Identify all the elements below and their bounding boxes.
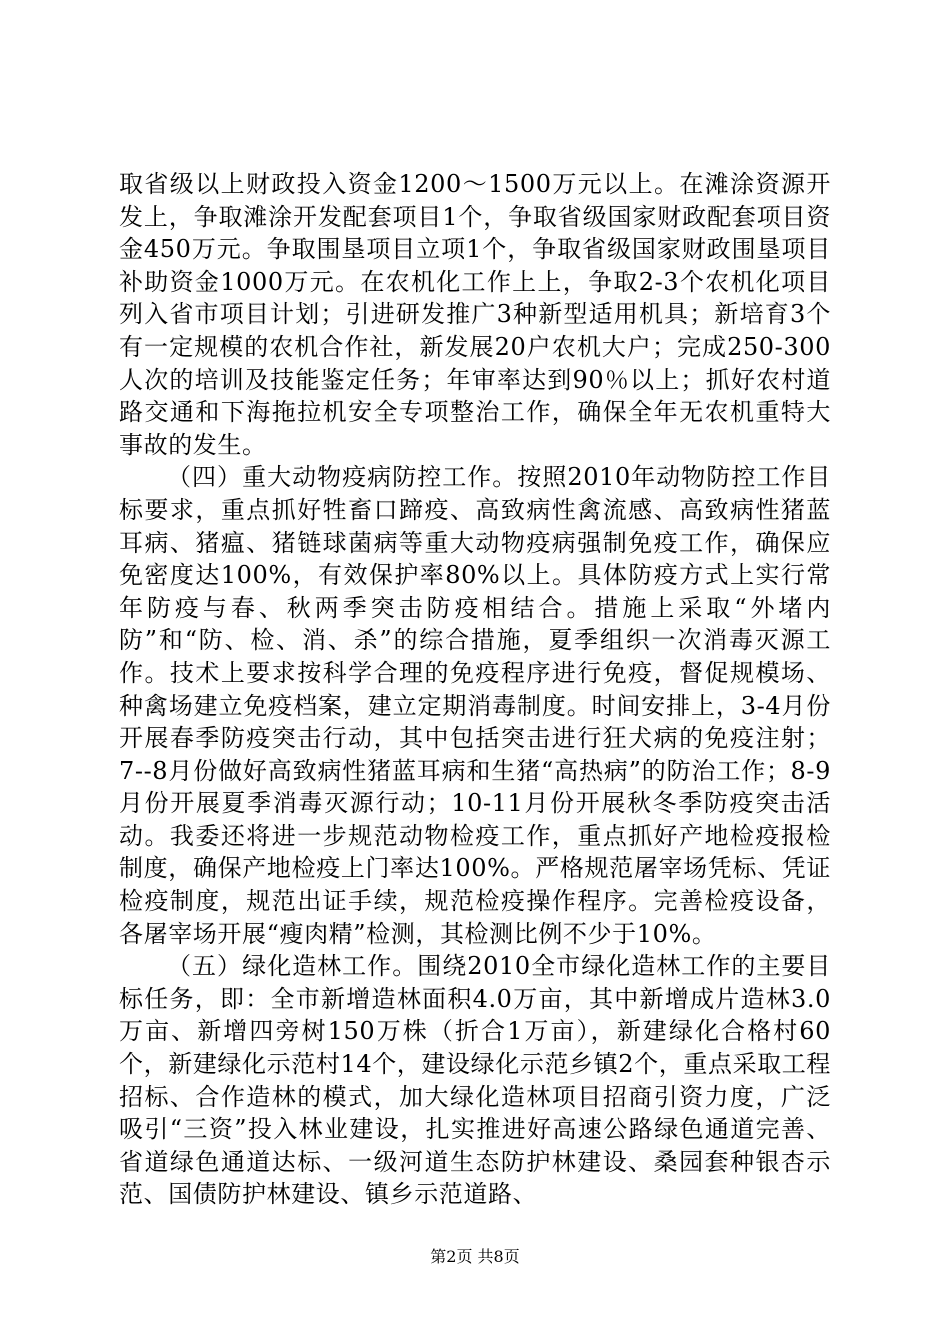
paragraph-2: （四）重大动物疫病防控工作。按照2010年动物防控工作目标要求，重点抓好牲畜口蹄疫、高致病性禽流感、高致病性猪蓝耳病、猪瘟、猪链球菌病等重大动物疫病强制免疫工作，确保应免密度达100%，有效保护率80%以上。具体防疫方式上实行常年防疫与春、秋两季突击防疫相结合。措施上采取“外堵内防”和“防、检、消、杀”的综合措施，夏季组织一次消毒灭源工作。技术上要求按科学合理的免疫程序进行免疫，督促规模场、种禽场建立免疫档案，建立定期消毒制度。时间安排上，3-4月份开展春季防疫突击行动，其中包括突击进行狂犬病的免疫注射；7--8月份做好高致病性猪蓝耳病和生猪“高热病”的防治工作；8-9月份开展夏季消毒灭源行动；10-11月份开展秋冬季防疫突击活动。我委还将进一步规范动物检疫工作，重点抓好产地检疫报检制度，确保产地检疫上门率达100%。严格规范屠宰场凭标、凭证检疫制度，规范出证手续，规范检疫操作程序。完善检疫设备，各屠宰场开展“瘦肉精”检测，其检测比例不少于10%。 <box>119 463 831 948</box>
page-number-footer: 第2页 共8页 <box>430 1247 520 1266</box>
paragraph-1: 取省级以上财政投入资金1200～1500万元以上。在滩涂资源开发上，争取滩涂开发配套项目1个，争取省级国家财政配套项目资金450万元。争取围垦项目立项1个，争取省级国家财政围垦项目补助资金1000万元。在农机化工作上上，争取2-3个农机化项目列入省市项目计划；引进研发推广3种新型适用机具；新培育3个有一定规模的农机合作社，新发展20户农机大户；完成250-300人次的培训及技能鉴定任务；年审率达到90％以上；抓好农村道路交通和下海拖拉机安全专项整治工作，确保全年无农机重特大事故的发生。 <box>119 170 831 459</box>
paragraph-3: （五）绿化造林工作。围绕2010全市绿化造林工作的主要目标任务，即：全市新增造林面积4.0万亩，其中新增成片造林3.0万亩、新增四旁树150万株（折合1万亩），新建绿化合格村60个，新建绿化示范村14个，建设绿化示范乡镇2个，重点采取工程招标、合作造林的模式，加大绿化造林项目招商引资力度，广泛吸引“三资”投入林业建设，扎实推进好高速公路绿色通道完善、省道绿色通道达标、一级河道生态防护林建设、桑园套种银杏示范、国债防护林建设、镇乡示范道路、 <box>119 952 831 1209</box>
document-body <box>119 168 831 1211</box>
